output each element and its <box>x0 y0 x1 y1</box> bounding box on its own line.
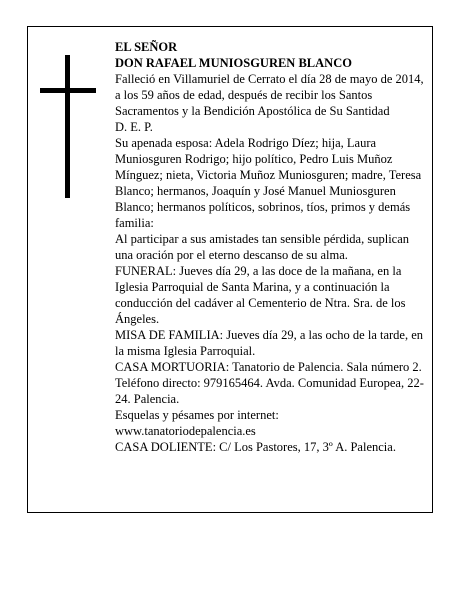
notice-heading: EL SEÑOR <box>115 40 178 54</box>
prayer-request: Al participar a sus amistades tan sensible pérdida, suplican una oración por el eterno descanso de su alma. <box>115 232 410 262</box>
condolences-label: Esquelas y pésames por internet: <box>115 408 279 422</box>
mortuary-info: CASA MORTUORIA: Tanatorio de Palencia. Sala número 2. Teléfono directo: 979165464. Avda. Comunidad Europea, 22-24. Palencia. <box>115 360 424 406</box>
family-mass-info: MISA DE FAMILIA: Jueves día 29, a las ocho de la tarde, en la misma Iglesia Parroquial. <box>115 328 424 358</box>
rip-abbreviation: D. E. P. <box>115 120 153 134</box>
funeral-info: FUNERAL: Jueves día 29, a las doce de la mañana, en la Iglesia Parroquial de Santa Marina, y a continuación la conducción del cadáver al Cementerio de Ntra. Sra. de los Ángeles. <box>115 264 406 326</box>
deceased-name: DON RAFAEL MUNIOSGUREN BLANCO <box>115 56 352 70</box>
cross-icon <box>40 55 96 198</box>
death-details: Falleció en Villamuriel de Cerrato el día 28 de mayo de 2014, a los 59 años de edad, después de recibir los Santos Sacramentos y la Bendición Apostólica de Su Santidad <box>115 72 424 118</box>
website-text: www.tanatoriodepalencia.es <box>115 424 256 438</box>
family-list: Su apenada esposa: Adela Rodrigo Díez; hija, Laura Muniosguren Rodrigo; hijo político, Pedro Luis Muñoz Mínguez; nieta, Victoria Muñoz Muniosguren; madre, Teresa Blanco; hermanos, Joaquín y José Manuel Muniosguren Blanco; hermanos políticos, sobrinos, tíos, primos y demás familia: <box>115 136 422 230</box>
cross-horizontal-bar <box>40 88 96 93</box>
obituary-text <box>115 39 427 455</box>
cross-vertical-bar <box>65 55 70 198</box>
home-address: CASA DOLIENTE: C/ Los Pastores, 17, 3º A. Palencia. <box>115 440 396 454</box>
